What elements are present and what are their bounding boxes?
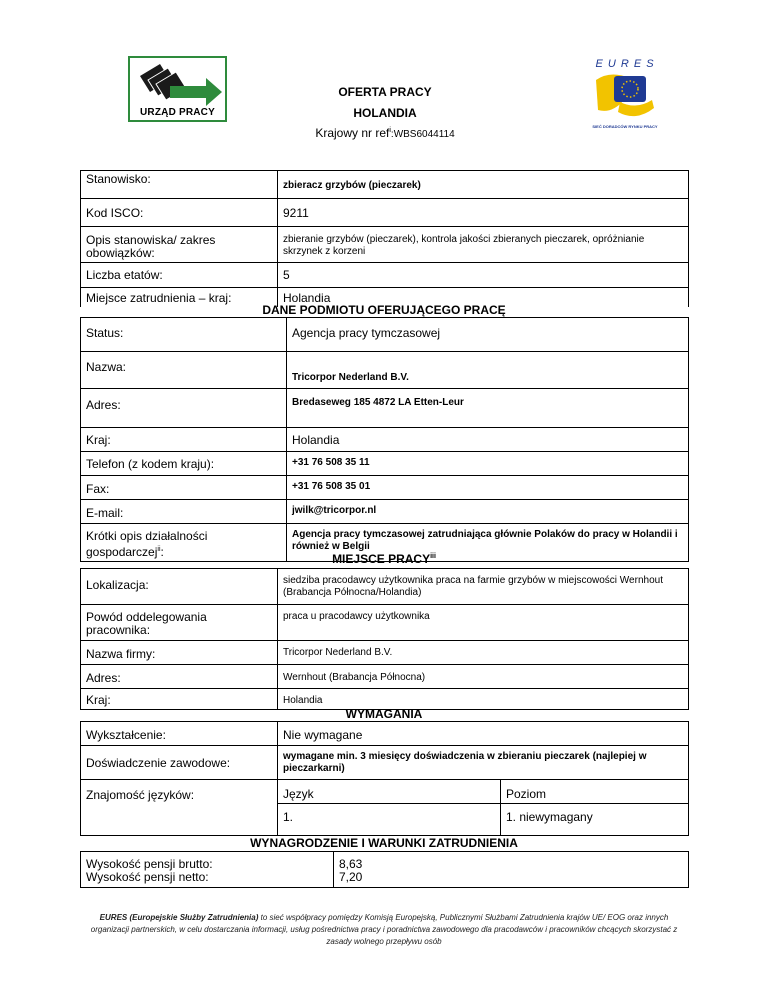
net-salary-label: Wysokość pensji netto: [86,870,209,884]
net-salary-value: 7,20 [339,870,363,884]
employer-address-label: Adres: [81,389,287,428]
footer-text: to sieć współpracy pomiędzy Komisją Europejską, Publicznymi Służbami Zatrudnienia krajów UE/ EOG oraz innych organizacji partnerskich, w celu dostarczania informacji, usług pośrednictwa pracy i poradnictwa zawodowego dla pracodawców i pracowników chcących skorzystać z zasady wolnego przepływu osób [90,913,678,946]
duties-value: zbieranie grzybów (pieczarek), kontrola jakości zbieranych pieczarek, opróżnianie skrzynek z korzeni [278,227,689,263]
business-description-label-colon: : [160,545,164,559]
employer-table [80,317,689,562]
position-table [80,170,689,307]
reference-value: :WBS6044114 [390,129,455,140]
table-row [81,641,689,665]
requirements-section-title: WYMAGANIA [345,707,423,721]
posting-reason-label: Powód oddelegowania pracownika: [81,605,278,641]
positions-count-label: Liczba etatów: [81,263,278,288]
table-row [81,318,689,352]
urzad-pracy-logo [128,56,227,122]
eures-logo-subtext: SIEĆ DORADCÓW RYNKU PRACY [592,124,658,129]
table-row [81,746,689,780]
gross-salary-value: 8,63 [339,857,363,871]
table-row [81,852,689,888]
table-row [81,605,689,641]
workplace-table [80,568,689,710]
workplace-section-title-text: MIEJSCE PRACY [332,552,431,566]
business-description-label-line2: gospodarczej [86,545,158,559]
company-name-value: Tricorpor Nederland B.V. [278,641,689,665]
offer-country: HOLANDIA [353,106,417,120]
gross-salary-label: Wysokość pensji brutto: [86,857,213,871]
isco-label: Kod ISCO: [81,199,278,227]
fax-value: +31 76 508 35 01 [287,476,689,500]
table-row [81,780,689,804]
eures-footer-note [80,912,688,948]
level-column-header: Poziom [501,780,689,804]
fax-label: Fax: [81,476,287,500]
workplace-address-label: Adres: [81,665,278,689]
reference-note: i [389,127,391,134]
employer-name-label: Nazwa: [81,352,287,389]
footer-bold-text: EURES (Europejskie Służby Zatrudnienia) [99,913,259,922]
employer-section-title: DANE PODMIOTU OFERUJĄCEGO PRACĘ [262,303,506,317]
work-country-label: Miejsce zatrudnienia – kraj: [81,288,278,308]
eures-logo-text: E U R E S [595,58,655,70]
table-row [81,452,689,476]
reference-label: Krajowy nr ref [315,126,390,140]
status-value: Agencja pracy tymczasowej [287,318,689,352]
requirements-table [80,721,689,836]
table-row [81,227,689,263]
isco-value: 9211 [278,199,689,227]
posting-reason-value: praca u pracodawcy użytkownika [278,605,689,641]
phone-value: +31 76 508 35 11 [287,452,689,476]
language-1: 1. [278,804,501,836]
eures-hands-icon [590,70,660,124]
experience-value: wymagane min. 3 miesięcy doświadczenia w zbieraniu pieczarek (najlepiej w pieczarkarni) [278,746,689,780]
offer-title: OFERTA PRACY [338,85,432,99]
workplace-country-label: Kraj: [81,689,278,710]
urzad-pracy-logo-text: URZĄD PRACY [140,107,215,118]
table-row [81,171,689,199]
workplace-country-value: Holandia [278,689,689,710]
table-row [81,722,689,746]
employer-country-label: Kraj: [81,428,287,452]
business-description-note: ii [157,546,161,553]
employer-name-value: Tricorpor Nederland B.V. [287,352,689,389]
salary-labels [81,852,334,888]
position-value: zbieracz grzybów (pieczarek) [278,171,689,199]
table-row [81,665,689,689]
salary-section-title: WYNAGRODZENIE I WARUNKI ZATRUDNIENIA [250,836,518,850]
level-1: 1. niewymagany [501,804,689,836]
education-label: Wykształcenie: [81,722,278,746]
table-row [81,352,689,389]
email-label: E-mail: [81,500,287,524]
table-row [81,389,689,428]
phone-label: Telefon (z kodem kraju): [81,452,287,476]
location-value: siedziba pracodawcy użytkownika praca na farmie grzybów w miejscowości Wernhout (Brabancja Północna/Holandia) [278,569,689,605]
employer-address-value: Bredaseweg 185 4872 LA Etten-Leur [287,389,689,428]
employer-country-value: Holandia [287,428,689,452]
experience-label: Doświadczenie zawodowe: [81,746,278,780]
urzad-pracy-emblem-icon [130,58,225,108]
positions-count-value: 5 [278,263,689,288]
language-column-header: Język [278,780,501,804]
business-description-value: Agencja pracy tymczasowej zatrudniająca głównie Polaków do pracy w Holandii i również w Belgii [287,524,689,562]
position-label: Stanowisko: [81,171,278,199]
work-country-value: Holandia [278,288,689,308]
table-row [81,500,689,524]
education-value: Nie wymagane [278,722,689,746]
status-label: Status: [81,318,287,352]
business-description-label-line1: Krótki opis działalności [86,529,208,543]
location-label: Lokalizacja: [81,569,278,605]
duties-label: Opis stanowiska/ zakres obowiązków: [81,227,278,263]
salary-table [80,851,689,888]
languages-label: Znajomość języków: [81,780,278,836]
table-row [81,263,689,288]
eures-logo [590,58,660,144]
salary-values [334,852,689,888]
table-row [81,476,689,500]
workplace-section-note: iii [430,553,436,560]
reference-number [290,126,480,140]
table-row [81,569,689,605]
company-name-label: Nazwa firmy: [81,641,278,665]
email-value[interactable]: jwilk@tricorpor.nl [287,500,689,524]
workplace-section-title [80,552,688,566]
workplace-address-value: Wernhout (Brabancja Północna) [278,665,689,689]
table-row [81,199,689,227]
table-row [81,428,689,452]
